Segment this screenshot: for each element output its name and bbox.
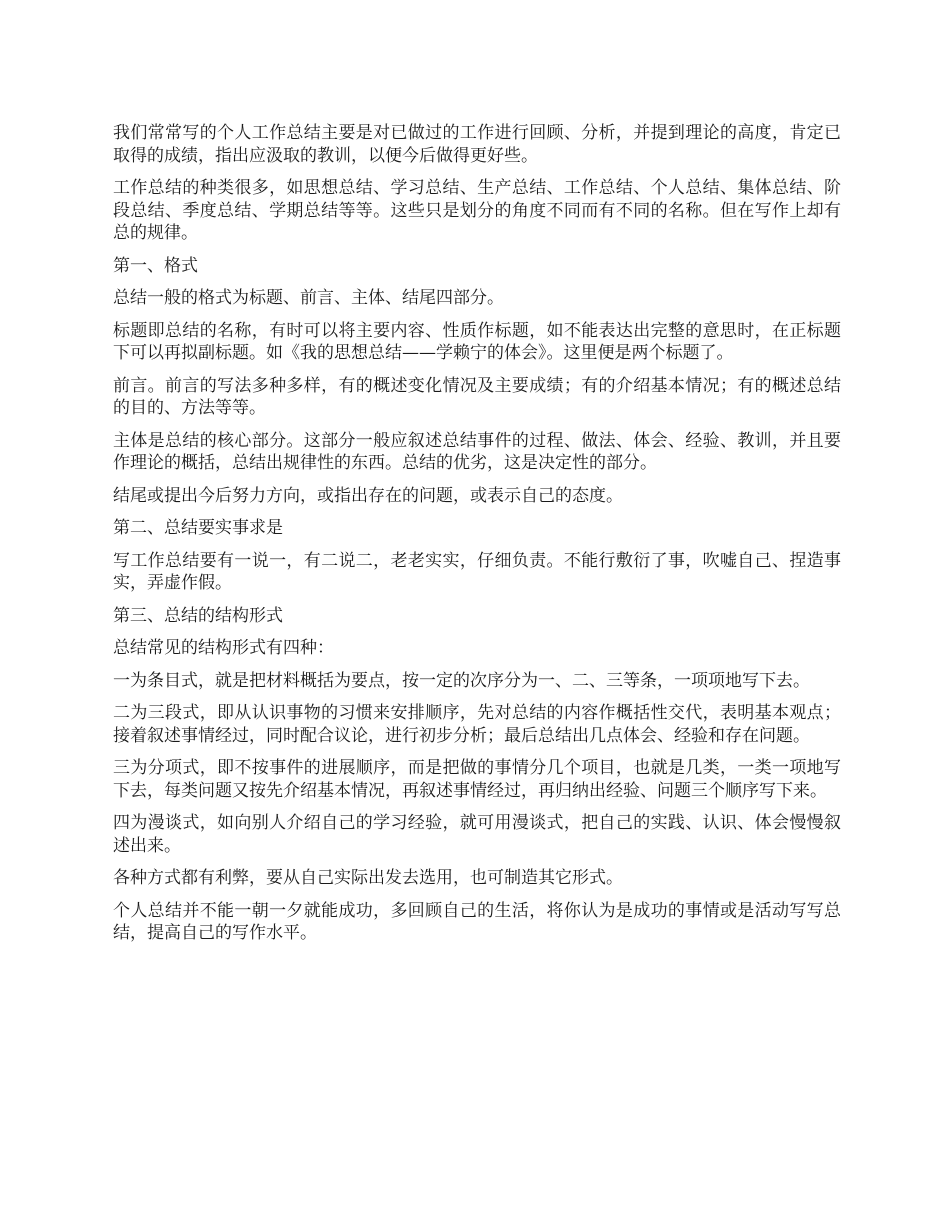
- structure-item-4: 四为漫谈式，如向别人介绍自己的学习经验，就可用漫谈式，把自己的实践、认识、体会慢慢叙述出来。: [113, 813, 841, 856]
- document-body: [113, 122, 841, 955]
- body-paragraph: 主体是总结的核心部分。这部分一般应叙述总结事件的过程、做法、体会、经验、教训，并且要作理论的概括，总结出规律性的东西。总结的优劣，这是决定性的部分。: [113, 430, 841, 473]
- summary-types-paragraph: 工作总结的种类很多，如思想总结、学习总结、生产总结、工作总结、个人总结、集体总结、阶段总结、季度总结、学期总结等等。这些只是划分的角度不同而有不同的名称。但在写作上却有总的规律。: [113, 178, 841, 243]
- preface-paragraph: 前言。前言的写法多种多样，有的概述变化情况及主要成绩；有的介绍基本情况；有的概述总结的目的、方法等等。: [113, 375, 841, 418]
- intro-paragraph: 我们常常写的个人工作总结主要是对已做过的工作进行回顾、分析，并提到理论的高度，肯定已取得的成绩，指出应汲取的教训，以便今后做得更好些。: [113, 123, 841, 166]
- structure-item-3: 三为分项式，即不按事件的进展顺序，而是把做的事情分几个项目，也就是几类，一类一项地写下去，每类问题又按先介绍基本情况，再叙述事情经过，再归纳出经验、问题三个顺序写下来。: [113, 758, 841, 801]
- structure-intro-paragraph: 总结常见的结构形式有四种：: [113, 638, 334, 658]
- ending-paragraph: 结尾或提出今后努力方向，或指出存在的问题，或表示自己的态度。: [113, 485, 623, 506]
- section-heading-structure: 第三、总结的结构形式: [113, 605, 283, 626]
- structure-item-1: 一为条目式，就是把材料概括为要点，按一定的次序分为一、二、三等条，一项项地写下去。: [113, 670, 810, 691]
- structure-item-2: 二为三段式，即从认识事物的习惯来安排顺序，先对总结的内容作概括性交代，表明基本观点；接着叙述事情经过，同时配合议论，进行初步分析；最后总结出几点体会、经验和存在问题。: [113, 703, 841, 746]
- title-paragraph: 标题即总结的名称，有时可以将主要内容、性质作标题，如不能表达出完整的意思时，在正标题下可以再拟副标题。如《我的思想总结——学赖宁的体会》。这里便是两个标题了。: [113, 320, 841, 363]
- pros-cons-paragraph: 各种方式都有利弊，要从自己实际出发去选用，也可制造其它形式。: [113, 868, 623, 888]
- truthful-paragraph: 写工作总结要有一说一，有二说二，老老实实，仔细负责。不能行敷衍了事，吹嘘自己、捏造事实，弄虚作假。: [113, 550, 841, 593]
- format-overview-paragraph: 总结一般的格式为标题、前言、主体、结尾四部分。: [113, 288, 504, 308]
- closing-paragraph: 个人总结并不能一朝一夕就能成功，多回顾自己的生活，将你认为是成功的事情或是活动写写总结，提高自己的写作水平。: [113, 900, 841, 943]
- section-heading-truthful: 第二、总结要实事求是: [113, 518, 283, 538]
- section-heading-format: 第一、格式: [113, 255, 198, 276]
